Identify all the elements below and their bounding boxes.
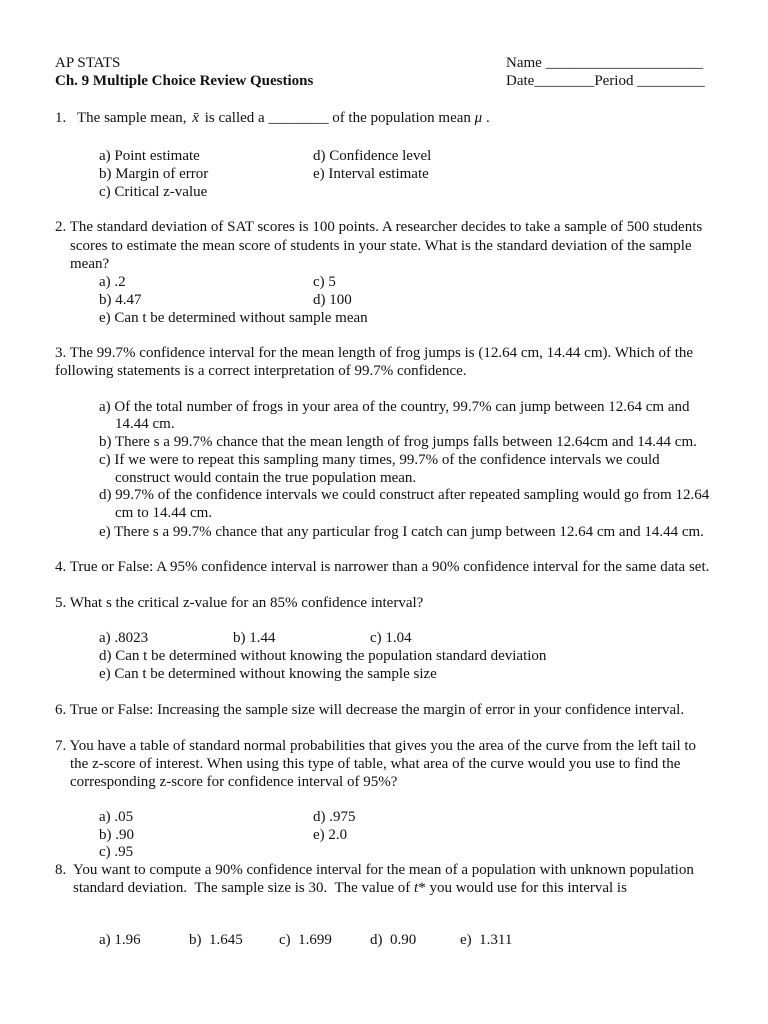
question-2-option-a: a) .2: [99, 274, 126, 290]
course-label: AP STATS: [55, 55, 121, 71]
question-8-stem-line-1: You want to compute a 90% confidence interval for the mean of a population with unknown population: [73, 862, 694, 878]
question-5-option-d: d) Can t be determined without knowing the population standard deviation: [99, 648, 547, 664]
question-3-option-a-line-1: a) Of the total number of frogs in your area of the country, 99.7% can jump between 12.64 cm and: [99, 399, 690, 415]
question-3-option-c-line-1: c) If we were to repeat this sampling many times, 99.7% of the confidence intervals we could: [99, 452, 660, 468]
name-field: Name _____________________: [506, 55, 704, 71]
mu-symbol: μ: [474, 110, 483, 126]
question-8-stem-line-2-end: * you would use for this interval is: [418, 880, 627, 896]
question-7-option-d: d) .975: [313, 809, 356, 825]
question-3-option-e: e) There s a 99.7% chance that any particular frog I catch can jump between 12.64 cm and 14.44 cm.: [99, 524, 704, 540]
question-1-option-d: d) Confidence level: [313, 148, 432, 164]
question-5-option-b: b) 1.44: [233, 630, 276, 646]
question-3-option-b: b) There s a 99.7% chance that the mean length of frog jumps falls between 12.64cm and 14.44 cm.: [99, 434, 697, 450]
question-2-option-b: b) 4.47: [99, 292, 142, 308]
question-1-stem-middle: is called a ________ of the population mean: [200, 110, 475, 126]
question-3-stem-line-1: 3. The 99.7% confidence interval for the mean length of frog jumps is (12.64 cm, 14.44 cm). Which of the: [55, 345, 694, 361]
worksheet-title: Ch. 9 Multiple Choice Review Questions: [55, 73, 314, 89]
date-period-field: Date________Period _________: [506, 73, 705, 89]
question-6-stem: 6. True or False: Increasing the sample size will decrease the margin of error in your confidence interval.: [55, 702, 685, 718]
question-8-number: 8.: [55, 862, 67, 878]
question-7-option-a: a) .05: [99, 809, 134, 825]
question-2-option-e: e) Can t be determined without sample mean: [99, 310, 368, 326]
question-3-option-d-line-1: d) 99.7% of the confidence intervals we could construct after repeated sampling would go from 12.64: [99, 487, 710, 503]
question-7-stem-line-2: the z-score of interest. When using this type of table, what area of the curve would you use to find the: [70, 756, 681, 772]
question-2-stem-line-3: mean?: [70, 256, 110, 272]
question-2-option-c: c) 5: [313, 274, 336, 290]
x-bar-symbol: x̄: [192, 110, 199, 126]
question-1-stem-start: The sample mean,: [77, 110, 191, 126]
question-2-stem-line-2: scores to estimate the mean score of students in your state. What is the standard deviation of the sample: [70, 238, 692, 254]
question-2-stem-line-1: 2. The standard deviation of SAT scores is 100 points. A researcher decides to take a sample of 500 students: [55, 219, 703, 235]
question-8-option-b: b) 1.645: [189, 932, 243, 948]
question-8-stem-line-2: [73, 879, 627, 897]
question-7-stem-line-1: 7. You have a table of standard normal probabilities that gives you the area of the curve from the left tail to: [55, 738, 697, 754]
question-1-option-e: e) Interval estimate: [313, 166, 429, 182]
question-1-option-b: b) Margin of error: [99, 166, 209, 182]
question-1-number: 1.: [55, 110, 67, 126]
question-8-option-a: a) 1.96: [99, 932, 141, 948]
question-3-option-a-line-2: 14.44 cm.: [115, 416, 175, 432]
question-5-stem: 5. What s the critical z-value for an 85% confidence interval?: [55, 595, 424, 611]
question-5-option-a: a) .8023: [99, 630, 149, 646]
question-7-option-b: b) .90: [99, 827, 134, 843]
question-1-stem-end: .: [482, 110, 490, 126]
question-7-option-c: c) .95: [99, 844, 134, 860]
question-7-stem-line-3: corresponding z-score for confidence interval of 95%?: [70, 774, 398, 790]
question-5-option-c: c) 1.04: [370, 630, 412, 646]
question-8-stem-line-2-start: standard deviation. The sample size is 30. The value of: [73, 880, 415, 896]
question-8-option-c: c) 1.699: [279, 932, 332, 948]
question-1-stem: [77, 109, 490, 127]
question-8-option-e: e) 1.311: [460, 932, 513, 948]
question-3-option-c-line-2: construct would contain the true population mean.: [115, 470, 417, 486]
question-8-option-d: d) 0.90: [370, 932, 417, 948]
question-1-option-c: c) Critical z-value: [99, 184, 208, 200]
question-3-option-d-line-2: cm to 14.44 cm.: [115, 505, 213, 521]
question-4-stem: 4. True or False: A 95% confidence interval is narrower than a 90% confidence interval for the same data set.: [55, 559, 710, 575]
question-7-option-e: e) 2.0: [313, 827, 348, 843]
question-5-option-e: e) Can t be determined without knowing the sample size: [99, 666, 437, 682]
question-2-option-d: d) 100: [313, 292, 352, 308]
question-1-option-a: a) Point estimate: [99, 148, 200, 164]
t-star-symbol: t: [414, 880, 419, 896]
question-3-stem-line-2: following statements is a correct interpretation of 99.7% confidence.: [55, 363, 467, 379]
